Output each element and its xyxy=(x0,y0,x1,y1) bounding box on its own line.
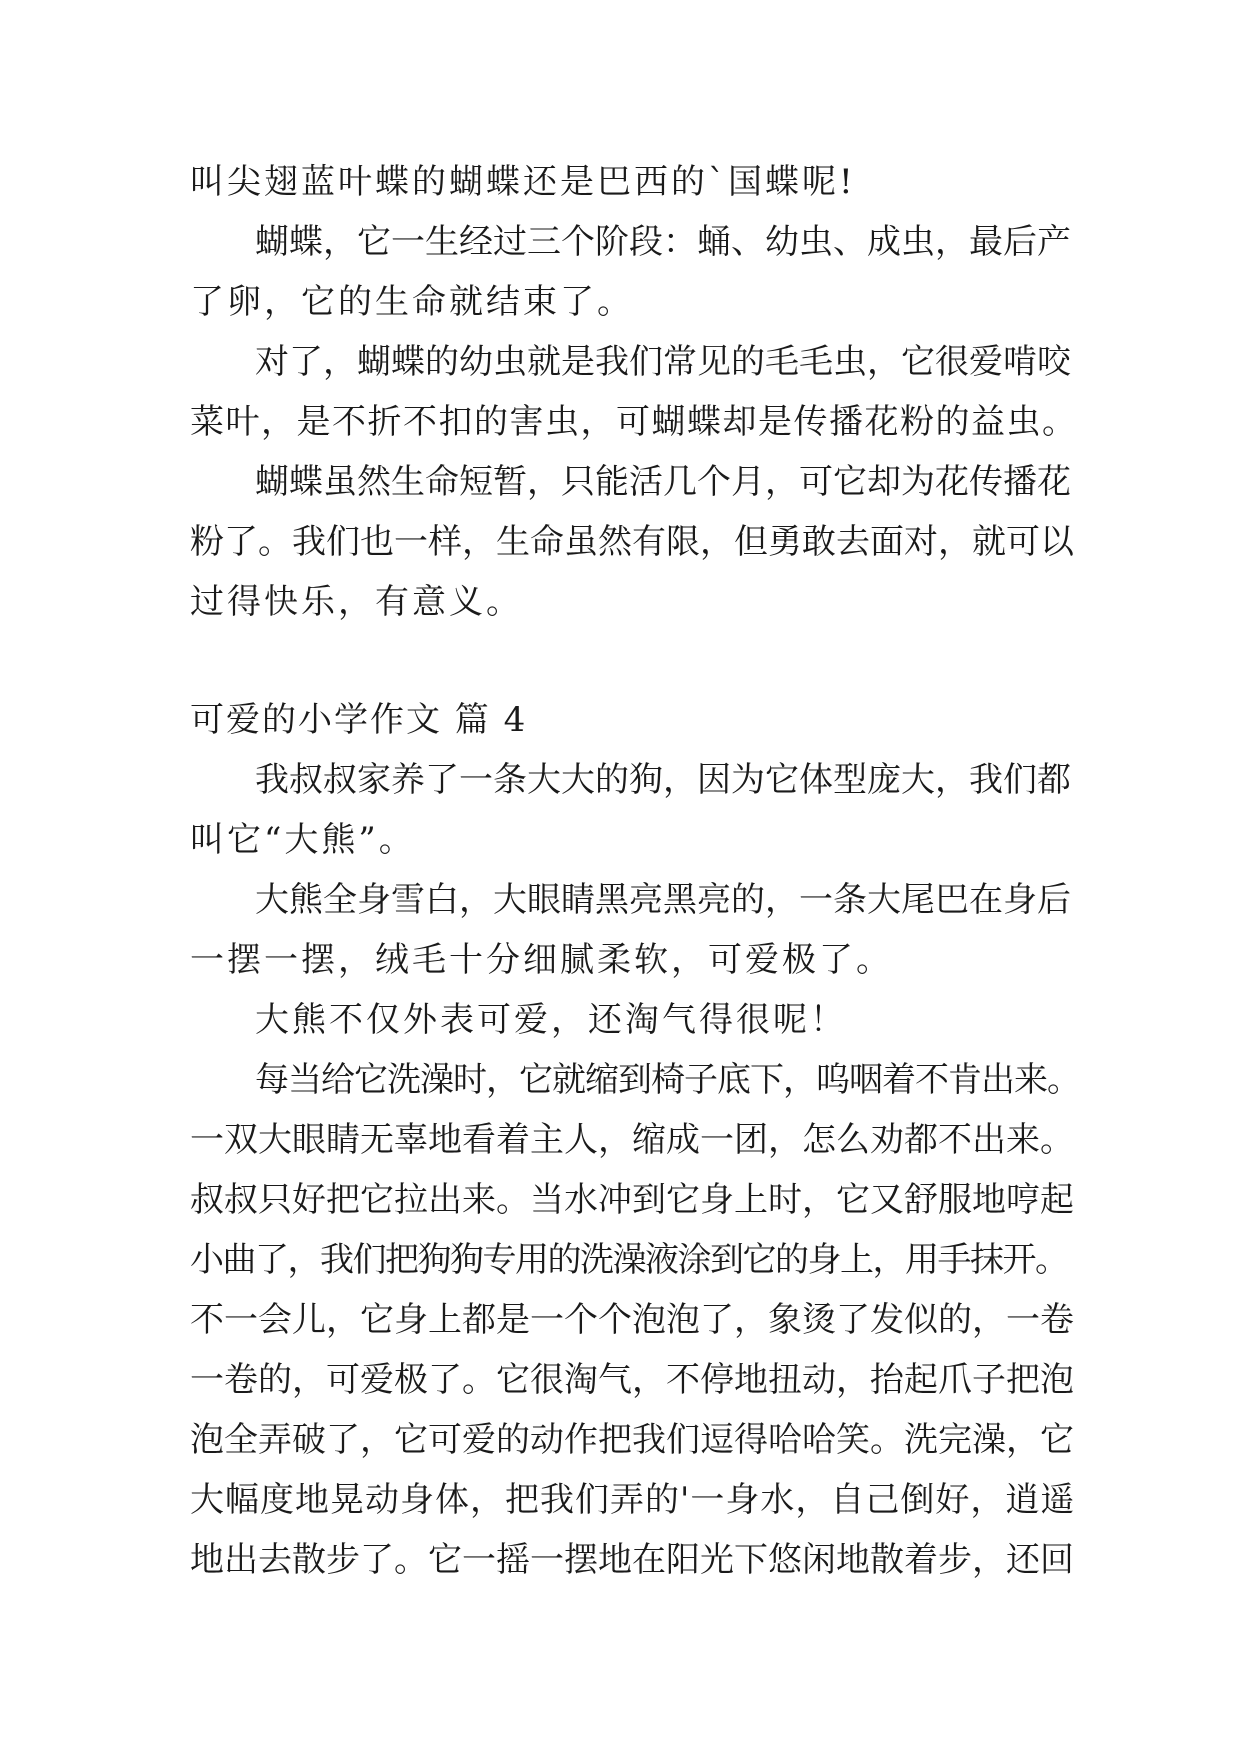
paragraph-first-line: 大熊全身雪白，大眼睛黑亮黑亮的，一条大尾巴在身后 xyxy=(255,880,1071,920)
text-line: 不一会儿，它身上都是一个个泡泡了，象烫了发似的，一卷 xyxy=(190,1300,1074,1340)
paragraph-first-line: 蝴蝶虽然生命短暂，只能活几个月，可它却为花传播花 xyxy=(255,462,1071,502)
text-line: 泡全弄破了，它可爱的动作把我们逗得哈哈笑。洗完澡，它 xyxy=(190,1420,1074,1460)
paragraph-first-line: 大熊不仅外表可爱，还淘气得很呢！ xyxy=(255,1000,847,1040)
text-line: 叫它“大熊”。 xyxy=(190,820,416,860)
text-line: 大幅度地晃动身体，把我们弄的'一身水，自己倒好，逍遥 xyxy=(190,1480,1076,1520)
essay-heading: 可爱的小学作文 篇 4 xyxy=(190,700,528,740)
paragraph-first-line: 蝴蝶，它一生经过三个阶段：蛹、幼虫、成虫，最后产 xyxy=(255,222,1071,262)
text-line: 粉了。我们也一样，生命虽然有限，但勇敢去面对，就可以 xyxy=(190,522,1074,562)
text-line: 叫尖翅蓝叶蝶的蝴蝶还是巴西的`国蝶呢! xyxy=(190,162,856,202)
text-line: 一双大眼睛无辜地看着主人，缩成一团，怎么劝都不出来。 xyxy=(190,1120,1074,1160)
text-line: 一摆一摆，绒毛十分细腻柔软，可爱极了。 xyxy=(190,940,893,980)
text-line: 过得快乐，有意义。 xyxy=(190,582,523,622)
text-line: 小曲了，我们把狗狗专用的洗澡液涂到它的身上，用手抹开。 xyxy=(190,1240,1068,1280)
text-line: 地出去散步了。它一摇一摆地在阳光下悠闲地散着步，还回 xyxy=(190,1540,1074,1580)
paragraph-first-line: 每当给它洗澡时，它就缩到椅子底下，呜咽着不肯出来。 xyxy=(255,1060,1080,1100)
paragraph-first-line: 对了，蝴蝶的幼虫就是我们常见的毛毛虫，它很爱啃咬 xyxy=(255,342,1071,382)
text-line: 了卵，它的生命就结束了。 xyxy=(190,282,634,322)
text-line: 叔叔只好把它拉出来。当水冲到它身上时，它又舒服地哼起 xyxy=(190,1180,1074,1220)
text-line: 菜叶，是不折不扣的害虫，可蝴蝶却是传播花粉的益虫。 xyxy=(190,402,1078,442)
paragraph-first-line: 我叔叔家养了一条大大的狗，因为它体型庞大，我们都 xyxy=(255,760,1071,800)
text-line: 一卷的，可爱极了。它很淘气，不停地扭动，抬起爪子把泡 xyxy=(190,1360,1074,1400)
